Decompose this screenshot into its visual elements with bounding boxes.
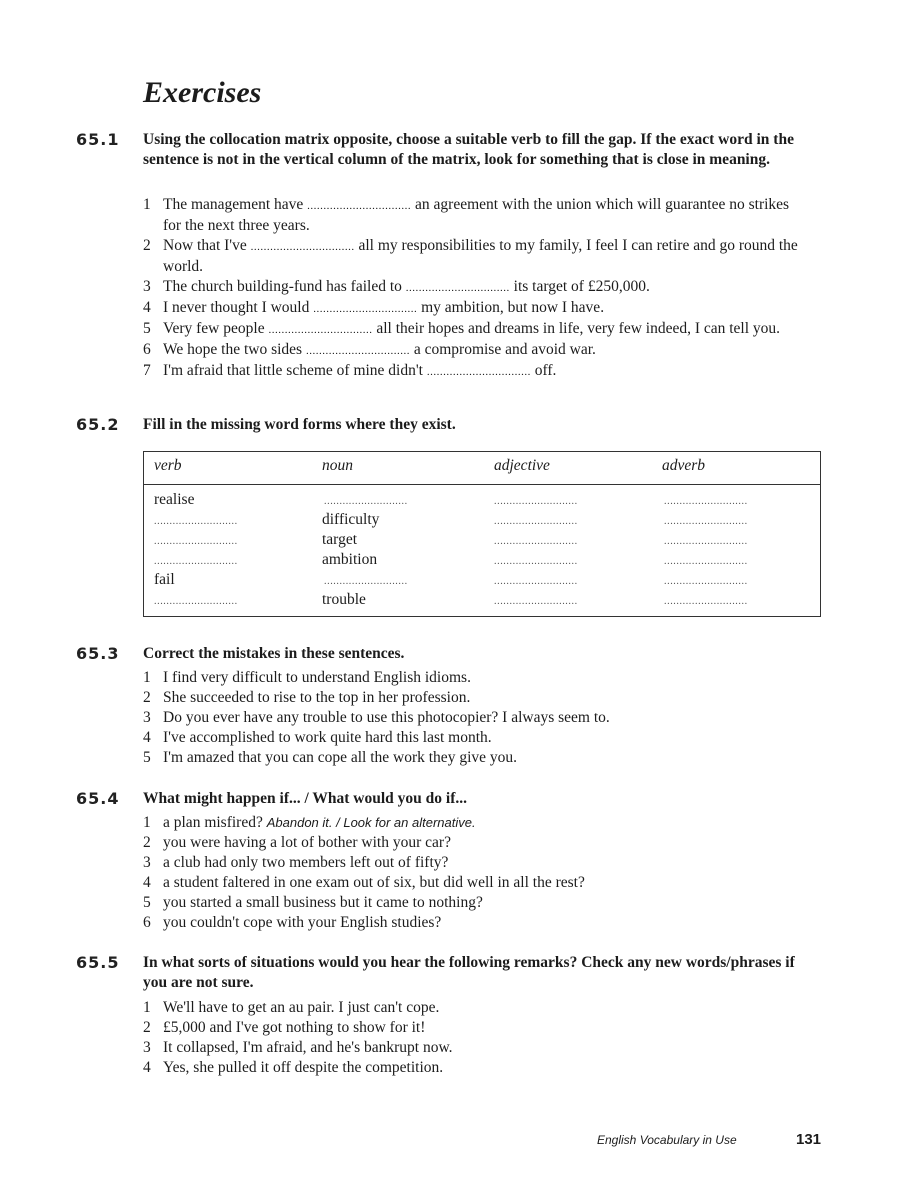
column-header-noun: noun: [322, 457, 353, 474]
exercise-instruction-65-3: Correct the mistakes in these sentences.: [143, 645, 405, 662]
exercise-number-65-5: 65.5: [76, 953, 120, 972]
blank-adjective: ...........................: [494, 516, 578, 527]
book-title: English Vocabulary in Use: [597, 1133, 737, 1147]
list-item: 1 I find very difficult to understand English idioms.: [143, 669, 471, 686]
list-item: 3 Do you ever have any trouble to use this photocopier? I always seem to.: [143, 709, 610, 726]
blank-adjective: ...........................: [494, 536, 578, 547]
list-item: 6 you couldn't cope with your English studies?: [143, 914, 442, 931]
blank-verb: ...........................: [154, 516, 238, 527]
list-item: 4 I've accomplished to work quite hard this last month.: [143, 729, 492, 746]
table-cell-verb: realise: [154, 491, 195, 508]
blank-adverb: ...........................: [664, 596, 748, 607]
exercise-instruction-65-1: Using the collocation matrix opposite, choose a suitable verb to fill the gap. If the exact word in the sentence is not in the vertical column of the matrix, look for something that is close in meaning.: [143, 131, 794, 168]
list-item: 2 She succeeded to rise to the top in her profession.: [143, 689, 471, 706]
blank-adjective: ...........................: [494, 596, 578, 607]
table-cell-noun: trouble: [322, 591, 366, 608]
exercise-list-65-3: [143, 668, 808, 768]
exercise-number-65-1: 65.1: [76, 130, 120, 149]
word-forms-table: [143, 451, 821, 617]
exercise-number-65-3: 65.3: [76, 644, 120, 663]
table-cell-verb: fail: [154, 571, 175, 588]
column-header-verb: verb: [154, 457, 182, 474]
column-header-adverb: adverb: [662, 457, 706, 474]
list-item: 5 I'm amazed that you can cope all the work they give you.: [143, 749, 518, 766]
exercise-list-65-1: [143, 195, 808, 382]
blank-verb: ...........................: [154, 536, 238, 547]
blank-adverb: ...........................: [664, 576, 748, 587]
blank-adverb: ...........................: [664, 496, 748, 507]
list-item: 3 a club had only two members left out of fifty?: [143, 854, 449, 871]
exercise-number-65-4: 65.4: [76, 789, 120, 808]
list-item: 1 a plan misfired? Abandon it. / Look for an alternative.: [143, 814, 476, 831]
table-cell-noun: target: [322, 531, 358, 548]
list-item: 4 I never thought I would ................................ my ambition, but now I have.: [143, 299, 605, 316]
list-item: 1 We'll have to get an au pair. I just can't cope.: [143, 999, 440, 1016]
exercise-instruction-65-5: In what sorts of situations would you hear the following remarks? Check any new words/phrases if you are not sure.: [143, 954, 795, 991]
list-item: 3 It collapsed, I'm afraid, and he's bankrupt now.: [143, 1039, 453, 1056]
blank-adverb: ...........................: [664, 536, 748, 547]
exercise-number-65-2: 65.2: [76, 415, 120, 434]
exercise-instruction-65-2: Fill in the missing word forms where they exist.: [143, 416, 456, 433]
page-number: 131: [796, 1131, 822, 1148]
blank-verb: ...........................: [154, 596, 238, 607]
list-item: 2 you were having a lot of bother with your car?: [143, 834, 451, 851]
table-header: [144, 452, 820, 485]
example-answer: Abandon it. / Look for an alternative.: [266, 815, 476, 830]
exercise-list-65-5: [143, 998, 808, 1078]
table-cell-noun: difficulty: [322, 511, 380, 528]
blank-adverb: ...........................: [664, 516, 748, 527]
list-item: 2 £5,000 and I've got nothing to show for it!: [143, 1019, 426, 1036]
list-item: 5 you started a small business but it came to nothing?: [143, 894, 483, 911]
page-title: Exercises: [143, 76, 262, 109]
blank-adjective: ...........................: [494, 576, 578, 587]
blank-noun: ...........................: [324, 576, 408, 587]
list-item: 5 Very few people ................................ all their hopes and dreams in life, very few indeed, I can tell you.: [143, 320, 781, 337]
list-item: 4 Yes, she pulled it off despite the competition.: [143, 1059, 444, 1076]
list-item: 4 a student faltered in one exam out of six, but did well in all the rest?: [143, 874, 585, 891]
table-cell-noun: ambition: [322, 551, 378, 568]
list-item: 2 Now that I've ................................ all my responsibilities to my family, I feel I can retire and go round the world.: [143, 237, 798, 275]
list-item: 7 I'm afraid that little scheme of mine didn't ................................ off.: [143, 362, 557, 379]
blank-adjective: ...........................: [494, 496, 578, 507]
exercise-instruction-65-4: What might happen if... / What would you do if...: [143, 790, 467, 807]
blank-adverb: ...........................: [664, 556, 748, 567]
blank-noun: ...........................: [324, 496, 408, 507]
list-item: 3 The church building-fund has failed to ................................ its target of £250,000.: [143, 278, 650, 295]
exercise-list-65-4: [143, 813, 808, 933]
list-item: 1 The management have ................................ an agreement with the union which will guarantee no strikes for the next three years.: [143, 196, 790, 234]
blank-verb: ...........................: [154, 556, 238, 567]
blank-adjective: ...........................: [494, 556, 578, 567]
list-item: 6 We hope the two sides ................................ a compromise and avoid war.: [143, 341, 596, 358]
column-header-adjective: adjective: [494, 457, 550, 474]
